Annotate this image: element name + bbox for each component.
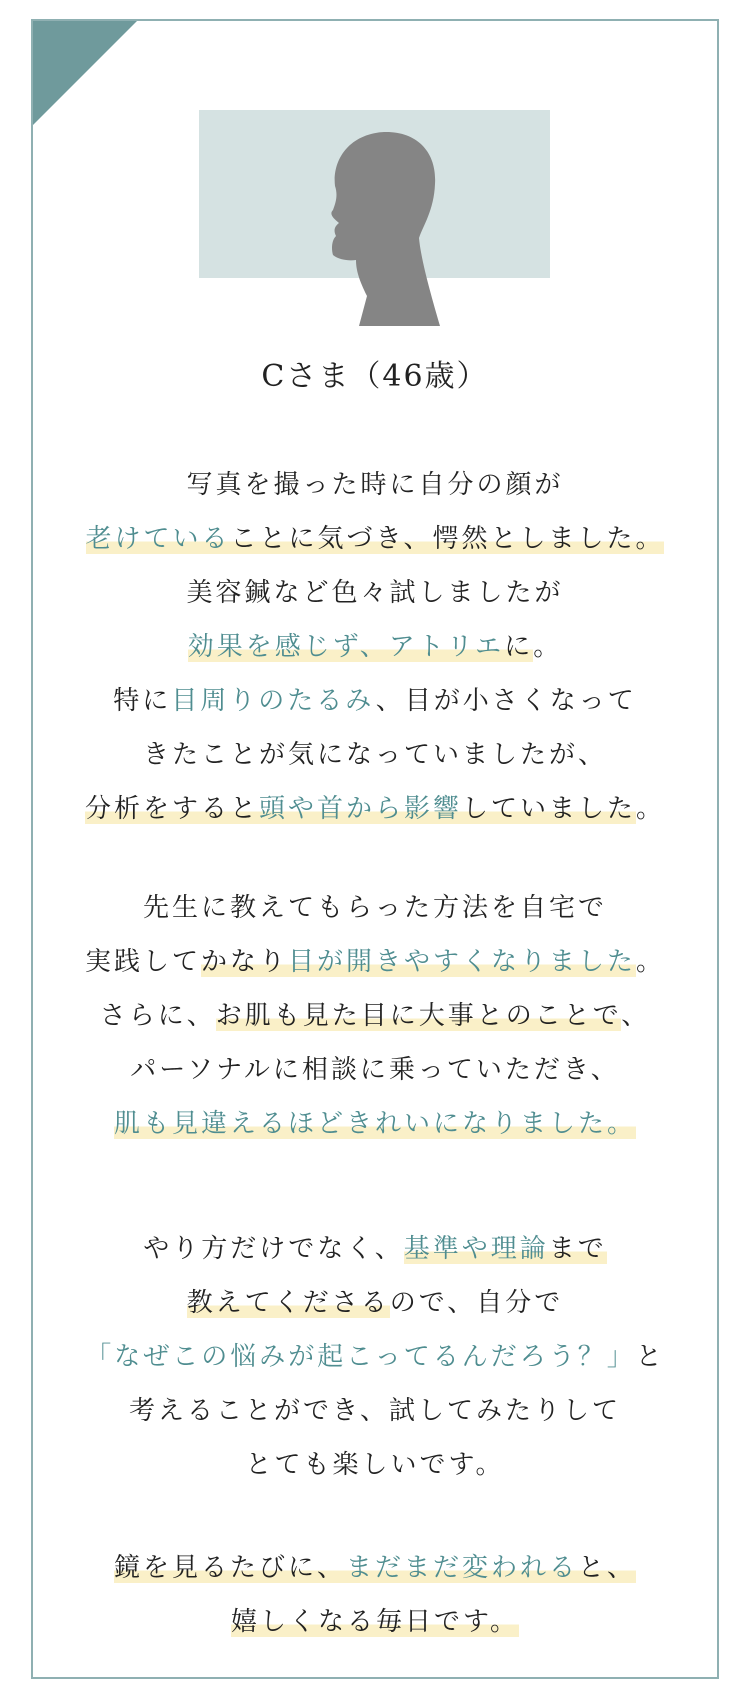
text-line: とても楽しいです。 xyxy=(245,1450,505,1480)
testimonial-paragraph-4 xyxy=(33,1541,717,1649)
text-line: 実践してかなり目が開きやすくなりました。 xyxy=(84,947,666,977)
text-line: やり方だけでなく、基準や理論まで xyxy=(143,1234,607,1264)
text-line: 効果を感じず、アトリエに。 xyxy=(187,632,563,662)
testimonial-paragraph-2 xyxy=(33,881,717,1151)
text-line: 嬉しくなる毎日です。 xyxy=(231,1607,519,1637)
text-line: 教えてくださるので、自分で xyxy=(186,1288,564,1318)
testimonial-paragraph-3 xyxy=(33,1222,717,1492)
corner-decoration xyxy=(33,21,137,125)
text-line: パーソナルに相談に乗っていただき、 xyxy=(130,1055,620,1085)
testimonial-card xyxy=(31,19,719,1679)
text-line: 分析をすると頭や首から影響していました。 xyxy=(84,794,666,824)
person-silhouette-icon xyxy=(199,110,550,326)
text-line: 老けていることに気づき、愕然としました。 xyxy=(85,524,665,554)
text-line: さらに、お肌も見た目に大事とのことで、 xyxy=(99,1001,651,1031)
customer-name: Cさま（46歳） xyxy=(261,359,489,394)
text-line: 「なぜこの悩みが起こってるんだろう？」と xyxy=(85,1342,665,1372)
testimonial-paragraph-1 xyxy=(33,458,717,836)
text-line: 鏡を見るたびに、まだまだ変われると、 xyxy=(113,1553,637,1583)
text-line: 先生に教えてもらった方法を自宅で xyxy=(142,893,607,923)
text-line: きたことが気になっていましたが、 xyxy=(142,740,607,770)
text-line: 肌も見違えるほどきれいになりました。 xyxy=(113,1109,636,1139)
text-line: 考えることができ、試してみたりして xyxy=(129,1396,621,1426)
text-line: 写真を撮った時に自分の顔が xyxy=(186,470,564,500)
text-line: 特に目周りのたるみ、目が小さくなって xyxy=(113,686,637,716)
text-line: 美容鍼など色々試しましたが xyxy=(186,578,564,608)
